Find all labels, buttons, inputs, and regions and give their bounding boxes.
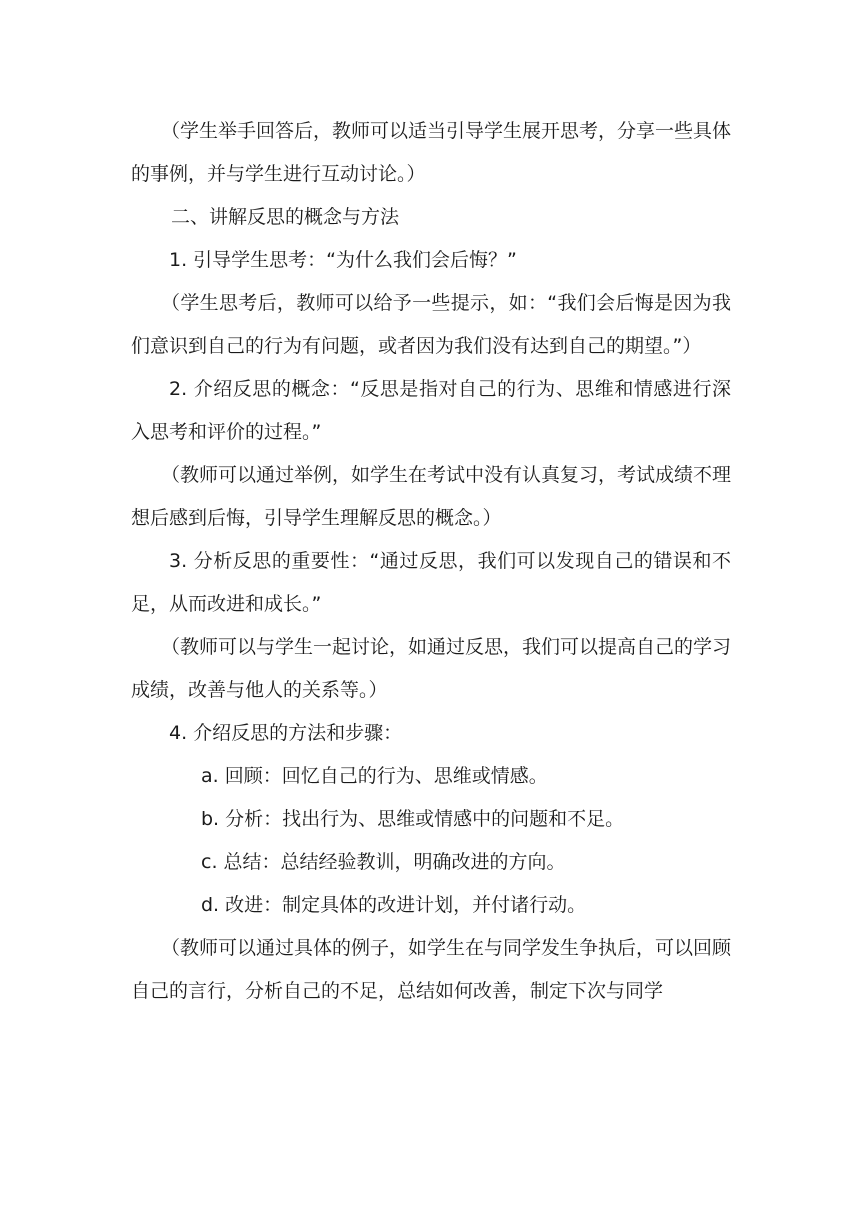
list-item-2: 2. 介绍反思的概念：“反思是指对自己的行为、思维和情感进行深入思考和评价的过程。”: [131, 378, 731, 443]
sub-item-c: c. 总结：总结经验教训，明确改进的方向。: [201, 851, 566, 873]
paragraph-student-answer-note: （学生举手回答后，教师可以适当引导学生展开思考，分享一些具体的事例，并与学生进行互动讨论。）: [131, 120, 732, 185]
list-item-1: 1. 引导学生思考：“为什么我们会后悔？”: [169, 249, 517, 271]
sub-item-b: b. 分析：找出行为、思维或情感中的问题和不足。: [201, 808, 625, 830]
paragraph-example-note: （教师可以通过举例，如学生在考试中没有认真复习，考试成绩不理想后感到后悔，引导学生理解反思的概念。）: [131, 464, 732, 529]
sub-item-a: a. 回顾：回忆自己的行为、思维或情感。: [201, 765, 548, 787]
paragraph-specific-example-note: （教师可以通过具体的例子，如学生在与同学发生争执后，可以回顾自己的言行，分析自己的不足，总结如何改善，制定下次与同学: [131, 937, 732, 1002]
list-item-4: 4. 介绍反思的方法和步骤：: [169, 722, 403, 744]
list-item-3: 3. 分析反思的重要性：“通过反思，我们可以发现自己的错误和不足，从而改进和成长。”: [131, 550, 731, 615]
paragraph-discussion-note: （教师可以与学生一起讨论，如通过反思，我们可以提高自己的学习成绩，改善与他人的关系等。）: [131, 636, 732, 701]
document-body: [131, 110, 731, 1013]
paragraph-hint-note: （学生思考后，教师可以给予一些提示，如：“我们会后悔是因为我们意识到自己的行为有问题，或者因为我们没有达到自己的期望。”）: [131, 292, 731, 357]
section-heading: 二、讲解反思的概念与方法: [171, 206, 400, 228]
sub-item-d: d. 改进：制定具体的改进计划，并付诸行动。: [201, 894, 587, 916]
